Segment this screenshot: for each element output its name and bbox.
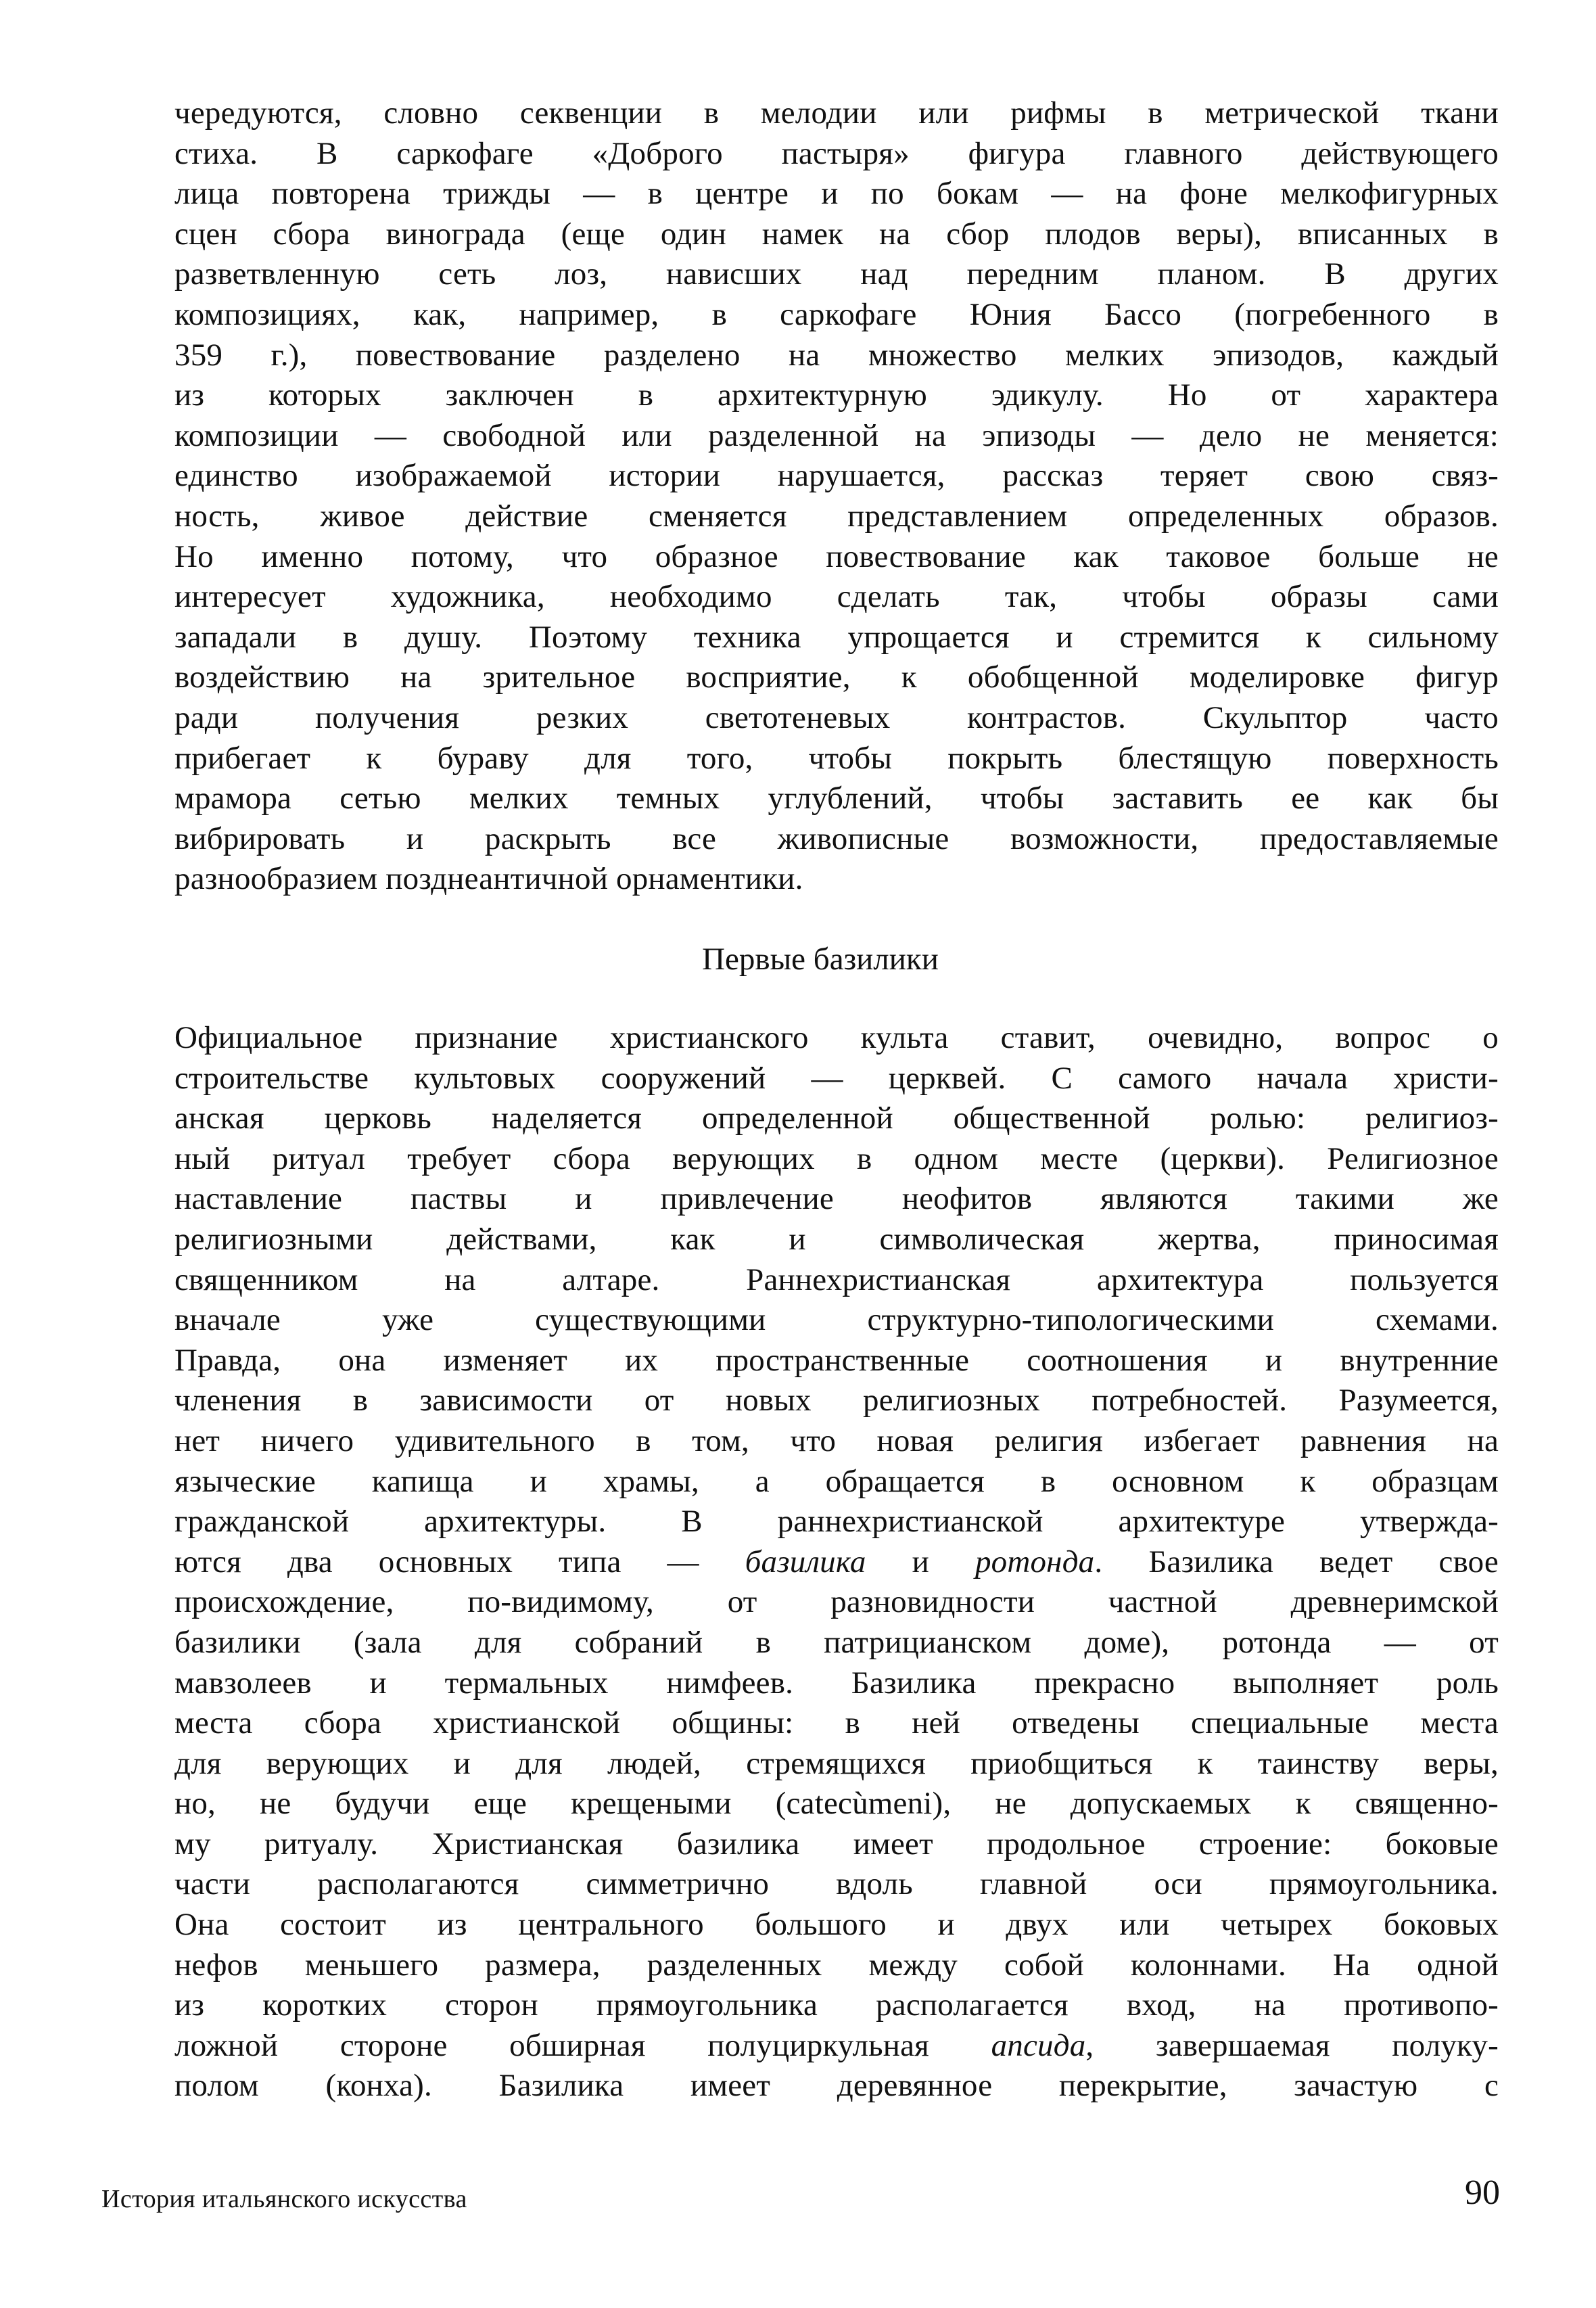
text-line-mixed — [174, 2026, 1499, 2067]
text-line: нет ничего удивительного в том, что новая религия избегает равнения на — [174, 1423, 1499, 1458]
text-line: стиха. В саркофаге «Доброго пастыря» фигура главного действующего — [174, 135, 1499, 171]
text-line: строительстве культовых сооружений — церквей. С самого начала христи- — [174, 1060, 1499, 1096]
text-line: гражданской архитектуры. В раннехристианской архитектуре утвержда- — [174, 1504, 1499, 1540]
text-line: чередуются, словно секвенции в мелодии или рифмы в метрической ткани — [174, 95, 1499, 131]
text-line: из которых заключен в архитектурную эдикулу. Но от характера — [174, 377, 1499, 413]
text-line: единство изображаемой истории нарушается, рассказ теряет свою связ- — [174, 458, 1499, 494]
text-line: разнообразием позднеантичной орнаментики. — [174, 861, 803, 897]
running-footer-book-title: История итальянского искусства — [101, 2185, 467, 2213]
text-run: ются два основных типа — — [174, 1544, 745, 1579]
text-line: му ритуалу. Христианская базилика имеет продольное строение: боковые — [174, 1826, 1499, 1862]
text-line: вибрировать и раскрыть все живописные возможности, предоставляемые — [174, 821, 1499, 856]
text-line: вначале уже существующими структурно-типологическими схемами. — [174, 1302, 1499, 1338]
text-line: наставление паствы и привлечение неофитов являются такими же — [174, 1181, 1499, 1217]
page-number: 90 — [1465, 2173, 1500, 2212]
text-line: лица повторена трижды — в центре и по бокам — на фоне мелкофигурных — [174, 176, 1499, 212]
text-line: анская церковь наделяется определенной общественной ролью: религиоз- — [174, 1101, 1499, 1136]
text-line: членения в зависимости от новых религиозных потребностей. Разумеется, — [174, 1383, 1499, 1418]
text-line: религиозными действами, как и символическая жертва, приносимая — [174, 1221, 1499, 1257]
section-heading — [0, 939, 1596, 979]
text-run: , завершаемая полуку- — [1085, 2027, 1499, 2063]
text-line: интересует художника, необходимо сделать так, чтобы образы сами — [174, 579, 1499, 615]
text-line: происхождение, по-видимому, от разновидности частной древнеримской — [174, 1584, 1499, 1620]
text-line: из коротких сторон прямоугольника располагается вход, на противопо- — [174, 1987, 1499, 2023]
text-line: места сбора христианской общины: в ней отведены специальные места — [174, 1705, 1499, 1741]
paragraph-sculpture — [174, 93, 1499, 900]
text-line: разветвленную сеть лоз, нависших над передним планом. В других — [174, 256, 1499, 292]
term-rotunda: ротонда — [975, 1544, 1095, 1579]
text-line: композициях, как, например, в саркофаге Юния Бассо (погребенного в — [174, 296, 1499, 332]
text-line: сцен сбора винограда (еще один намек на сбор плодов веры), вписанных в — [174, 216, 1499, 252]
text-run: ложной стороне обширная полуциркульная — [174, 2027, 991, 2063]
text-line: языческие капища и храмы, а обращается в основном к образцам — [174, 1463, 1499, 1499]
text-run: и — [866, 1544, 975, 1579]
text-line: базилики (зала для собраний в патрицианском доме), ротонда — от — [174, 1624, 1499, 1660]
text-line: мрамора сетью мелких темных углублений, чтобы заставить ее как бы — [174, 781, 1499, 816]
text-line: ность, живое действие сменяется представлением определенных образов. — [174, 498, 1499, 534]
text-line: священником на алтаре. Раннехристианская архитектура пользуется — [174, 1262, 1499, 1297]
text-line: Правда, она изменяет их пространственные соотношения и внутренние — [174, 1342, 1499, 1378]
text-run: . Базилика ведет свое — [1094, 1544, 1499, 1579]
text-line: 359 г.), повествование разделено на множество мелких эпизодов, каждый — [174, 337, 1499, 373]
section-heading-text: Первые базилики — [702, 942, 939, 977]
text-line: мавзолеев и термальных нимфеев. Базилика прекрасно выполняет роль — [174, 1665, 1499, 1701]
paragraph-basilicas — [174, 1018, 1499, 2106]
text-line: нефов меньшего размера, разделенных между собой колоннами. На одной — [174, 1947, 1499, 1983]
text-line: воздействию на зрительное восприятие, к обобщенной моделировке фигур — [174, 660, 1499, 695]
text-line: полом (конха). Базилика имеет деревянное перекрытие, зачастую с — [174, 2068, 1499, 2104]
text-line: композиции — свободной или разделенной на эпизоды — дело не меняется: — [174, 417, 1499, 453]
term-basilica: базилика — [745, 1544, 866, 1579]
text-line: но, не будучи еще крещеными (catecùmeni), не допускаемых к священно- — [174, 1786, 1499, 1822]
text-line: части располагаются симметрично вдоль главной оси прямоугольника. — [174, 1866, 1499, 1902]
text-line: Официальное признание христианского культа ставит, очевидно, вопрос о — [174, 1020, 1499, 1055]
term-apse: апсида — [991, 2027, 1086, 2063]
text-line: прибегает к бураву для того, чтобы покрыть блестящую поверхность — [174, 740, 1499, 776]
text-line: западали в душу. Поэтому техника упрощается и стремится к сильному — [174, 619, 1499, 655]
text-line: Но именно потому, что образное повествование как таковое больше не — [174, 538, 1499, 574]
text-line: для верующих и для людей, стремящихся приобщиться к таинству веры, — [174, 1745, 1499, 1781]
text-line: ради получения резких светотеневых контрастов. Скульптор часто — [174, 699, 1499, 735]
text-line: Она состоит из центрального большого и двух или четырех боковых — [174, 1907, 1499, 1943]
text-line-mixed — [174, 1542, 1499, 1583]
text-line: ный ритуал требует сбора верующих в одном месте (церкви). Религиозное — [174, 1140, 1499, 1176]
